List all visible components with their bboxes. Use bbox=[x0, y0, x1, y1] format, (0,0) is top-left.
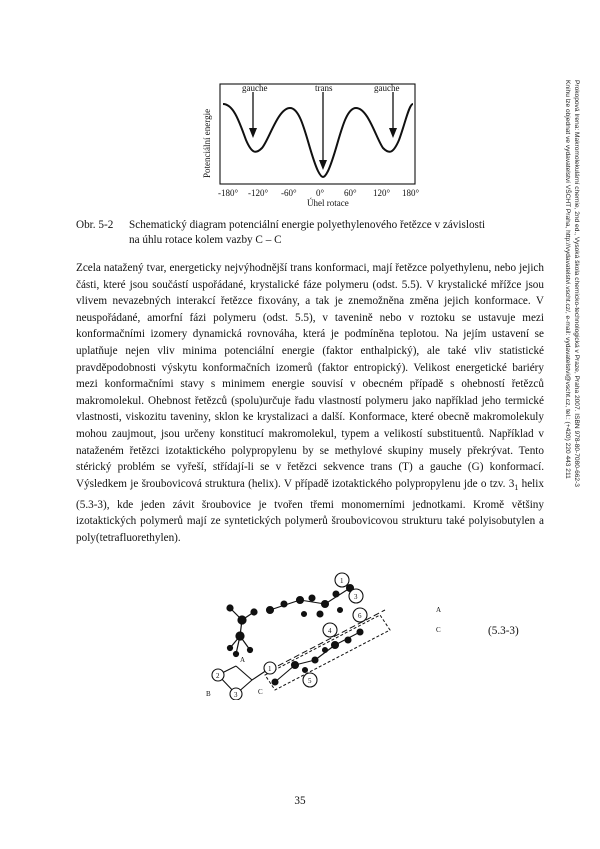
x-tick-label: -120° bbox=[248, 188, 269, 198]
side-note-line-1: Prokopová Irena: Makromolekulární chemie, 2nd ed., Vysoká škola chemicko-technologická v Praze, Praha 2007. ISBN 978-80-7080-662-3 bbox=[573, 80, 580, 487]
ring-number: 4 bbox=[328, 627, 332, 635]
body-paragraph bbox=[76, 260, 544, 546]
ring-number: 6 bbox=[358, 612, 362, 620]
ring-number: 1 bbox=[268, 665, 272, 673]
energy-diagram-figure bbox=[190, 78, 430, 218]
bond-triangle bbox=[212, 662, 276, 700]
helix-structure-svg bbox=[200, 570, 500, 700]
ring-number: 3 bbox=[354, 593, 358, 601]
side-publisher-note bbox=[563, 80, 581, 487]
x-tick-label: 0° bbox=[316, 188, 325, 198]
caption-label: Obr. 5-2 bbox=[76, 219, 114, 231]
helix-chain bbox=[267, 573, 364, 617]
gauche-left-arrowhead bbox=[249, 128, 257, 138]
gauche-left-label: gauche bbox=[242, 83, 268, 93]
ring-number: 5 bbox=[308, 677, 312, 685]
helix-structure-figure bbox=[200, 570, 500, 700]
y-axis-label: Potenciální energie bbox=[202, 108, 212, 178]
ring-number: 3 bbox=[234, 691, 238, 699]
paragraph-text-before: Zcela natažený tvar, energeticky nejvýhodnější trans konformaci, mají řetězce polyethylenu, nebo jejich části, které jsou součástí uspořádané, krystalické fáze polymeru (odst. 5.5). V krystalické mřížce jsou vlivem nevazebných interakcí řetězce fixovány, a tak je znemožněna změna jejich konformace. V neuspořádané, amorfní fázi polymeru (odst. 5.5), v tavenině nebo v roztoku se ustavuje mezi konformačními izomery dynamická rovnováha, která je podmíněna teplotou. Na jejím ustavení se uplatňuje nejen vliv minima potenciální energie (faktor enthalpický), ale také vliv statistické pravděpodobnosti výskytu konformačních izomerů (faktor entropický). Velikost energetické bariéry mezi konformačními stavy s minimem energie souvisí v obecném případě s ohebností řetězců makromolekul. Ohebnost řetězců (spolu)určuje řadu vlastností polymeru jako například jeho termické vlastnosti, viskozitu taveniny, sklon ke krystalizaci a další. Konformace, které obecně makromolekuly mohou zaujmout, jsou určeny konstitucí makromolekul, typem a velikostí substituentů. Například v nataženém řetězci izotaktického polypropylenu by se methylové skupiny musely překrývat. Tento stérický problém se vyřeší, střídají-li se v řetězci sekvence trans (T) a gauche (G) konformací. Výsledkem je šroubovicová struktura (helix). V případě izotaktického polypropylenu jde o tzv. 3 bbox=[76, 262, 544, 490]
helix-lower-chain bbox=[272, 608, 367, 687]
atom-label-a: A bbox=[240, 656, 246, 664]
x-tick-label: 120° bbox=[373, 188, 391, 198]
energy-diagram-svg bbox=[190, 78, 430, 218]
caption-line-2: na úhlu rotace kolem vazby C – C bbox=[129, 234, 282, 246]
x-tick-label: 60° bbox=[344, 188, 357, 198]
atom-label-c-right: C bbox=[436, 626, 441, 634]
x-tick-label: -180° bbox=[218, 188, 239, 198]
atom-label-b: B bbox=[206, 690, 211, 698]
helix-subscript: 1 bbox=[514, 482, 519, 492]
trans-arrowhead bbox=[319, 160, 327, 170]
gauche-right-label: gauche bbox=[374, 83, 400, 93]
paragraph-text-after: helix (5.3-3), kde jeden závit šroubovice je tvořen třemi monomerními jednotkami. Kromě většiny izotaktických polymerů mají ze syntetických polymerů šroubovicovou strukturu také polyisobutylen a poly(tetrafluorethylen). bbox=[76, 477, 544, 544]
figure-caption bbox=[76, 218, 546, 248]
atom-label-c: C bbox=[258, 688, 263, 696]
equation-number: (5.3-3) bbox=[488, 625, 519, 637]
trans-label: trans bbox=[315, 83, 333, 93]
ring-number: 2 bbox=[216, 672, 220, 680]
monomer-unit bbox=[227, 605, 257, 657]
energy-curve bbox=[223, 104, 413, 177]
atom-label-a-right: A bbox=[436, 606, 442, 614]
page-number: 35 bbox=[294, 795, 306, 807]
caption-line-1: Schematický diagram potenciální energie polyethylenového řetězce v závislosti bbox=[129, 219, 486, 231]
side-note-line-2: Knihu lze objednat ve vydavatelství VŠCHT Praha, http://vydavatelstvi.vscht.cz/, e-mail: vydavatelstvi@vscht.cz, tel.: (+420) 220 443 211 bbox=[564, 80, 571, 479]
x-tick-label: -60° bbox=[281, 188, 297, 198]
gauche-right-arrowhead bbox=[389, 128, 397, 138]
x-tick-label: 180° bbox=[402, 188, 420, 198]
ring-number: 1 bbox=[340, 577, 344, 585]
x-axis-label: Úhel rotace bbox=[307, 198, 349, 208]
x-tick-labels bbox=[218, 188, 420, 198]
